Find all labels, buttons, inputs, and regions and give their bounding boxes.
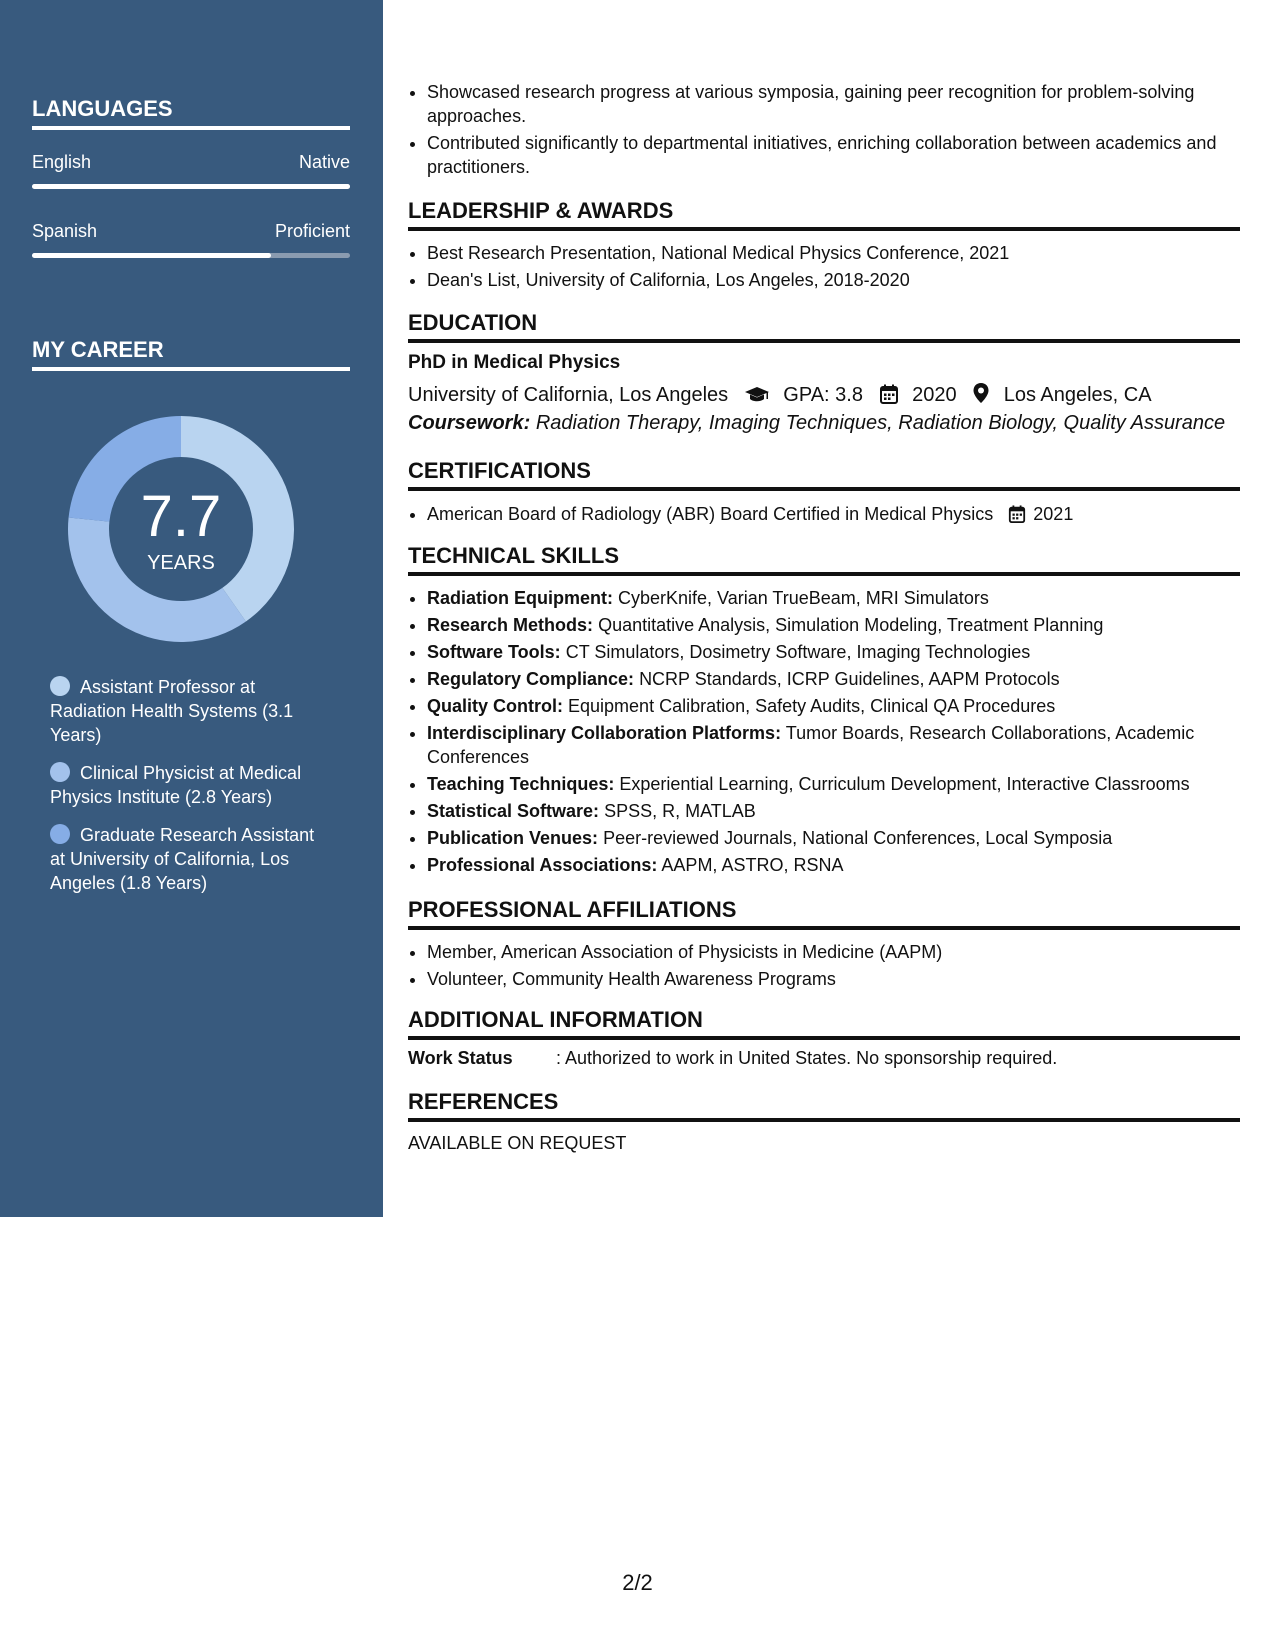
- legend-dot: [50, 676, 70, 696]
- skill-value: SPSS, R, MATLAB: [604, 801, 756, 821]
- skill-label: Quality Control:: [427, 696, 563, 716]
- skill-label: Teaching Techniques:: [427, 774, 615, 794]
- skill-item: [427, 799, 1240, 823]
- legend-dot: [50, 824, 70, 844]
- affiliations-heading: PROFESSIONAL AFFILIATIONS: [408, 897, 1240, 930]
- school-location: Los Angeles, CA: [1003, 384, 1152, 406]
- career-item: [50, 761, 320, 809]
- skill-label: Software Tools:: [427, 642, 561, 662]
- career-years-unit: YEARS: [147, 552, 215, 574]
- references-text: AVAILABLE ON REQUEST: [408, 1133, 627, 1153]
- skill-value: Tumor Boards, Research Collaborations, Academic Conferences: [427, 723, 1195, 767]
- language-level: Native: [298, 152, 350, 172]
- career-heading: MY CAREER: [32, 337, 350, 371]
- language-proficiency-bar: [32, 184, 350, 189]
- work-status-label: Work Status: [408, 1048, 513, 1068]
- language-name: Spanish: [32, 221, 98, 241]
- skill-label: Research Methods:: [427, 615, 594, 635]
- skill-value: Peer-reviewed Journals, National Conferences, Local Symposia: [603, 828, 1113, 848]
- work-status-value: : Authorized to work in United States. No sponsorship required.: [556, 1048, 1058, 1068]
- references-heading: REFERENCES: [408, 1089, 1240, 1122]
- skill-label: Professional Associations:: [427, 855, 658, 875]
- legend-dot: [50, 762, 70, 782]
- skills-heading: TECHNICAL SKILLS: [408, 543, 1240, 576]
- skill-item: [427, 853, 1240, 877]
- language-level: Proficient: [274, 221, 350, 241]
- list-item: • Dean's List, University of California, Los Angeles, 2018-2020: [427, 268, 1240, 292]
- sidebar: [0, 0, 383, 1217]
- location-pin-icon: [972, 382, 990, 404]
- list-item: • Member, American Association of Physicists in Medicine (AAPM): [427, 940, 1240, 964]
- certification-name: American Board of Radiology (ABR) Board Certified in Medical Physics: [427, 504, 994, 524]
- skill-label: Interdisciplinary Collaboration Platforms:: [427, 723, 782, 743]
- gpa: GPA: 3.8: [783, 384, 863, 406]
- calendar-icon: [879, 384, 899, 404]
- education-heading: EDUCATION: [408, 310, 1240, 343]
- career-item: [50, 675, 320, 747]
- skill-value: AAPM, ASTRO, RSNA: [661, 855, 844, 875]
- proficiency-fill: [32, 184, 350, 189]
- school-name: University of California, Los Angeles: [408, 384, 729, 406]
- skill-item: [427, 694, 1240, 718]
- career-item-label: Graduate Research Assistant at University of California, Los Angeles (1.8 Years): [50, 825, 315, 893]
- graduation-cap-icon: [744, 384, 770, 404]
- career-item-label: Assistant Professor at Radiation Health Systems (3.1 Years): [50, 677, 294, 745]
- list-item: [427, 502, 1240, 526]
- languages-heading: LANGUAGES: [32, 96, 350, 130]
- skill-value: CyberKnife, Varian TrueBeam, MRI Simulators: [618, 588, 989, 608]
- graduation-year: 2020: [912, 384, 957, 406]
- list-item: • Contributed significantly to departmental initiatives, enriching collaboration between academics and practitioners.: [427, 131, 1240, 179]
- career-item: [50, 823, 320, 895]
- career-item-label: Clinical Physicist at Medical Physics Institute (2.8 Years): [50, 763, 302, 807]
- skill-item: [427, 721, 1240, 769]
- certifications-list: [408, 502, 1240, 529]
- career-donut-chart: [66, 414, 296, 644]
- career-total-years: 7.7: [140, 484, 222, 549]
- skill-item: [427, 667, 1240, 691]
- skill-label: Radiation Equipment:: [427, 588, 613, 608]
- list-item: • Showcased research progress at various symposia, gaining peer recognition for problem-solving approaches.: [427, 80, 1240, 128]
- skill-label: Statistical Software:: [427, 801, 600, 821]
- skill-value: Experiential Learning, Curriculum Development, Interactive Classrooms: [619, 774, 1190, 794]
- skill-value: Quantitative Analysis, Simulation Modeling, Treatment Planning: [598, 615, 1104, 635]
- skill-label: Publication Venues:: [427, 828, 599, 848]
- calendar-icon: [1008, 505, 1026, 523]
- coursework-label: Coursework:: [408, 412, 531, 434]
- skill-label: Regulatory Compliance:: [427, 669, 635, 689]
- proficiency-fill: [32, 253, 271, 258]
- language-proficiency-bar: [32, 253, 350, 258]
- degree-title: PhD in Medical Physics: [408, 352, 621, 373]
- language-name: English: [32, 152, 92, 172]
- skill-value: CT Simulators, Dosimetry Software, Imaging Technologies: [565, 642, 1031, 662]
- skill-item: [427, 640, 1240, 664]
- skill-item: [427, 613, 1240, 637]
- coursework-line: [408, 412, 1225, 435]
- experience-bullets: [408, 80, 1240, 182]
- affiliations-list: [408, 940, 1240, 994]
- leadership-list: [408, 241, 1240, 295]
- skill-value: Equipment Calibration, Safety Audits, Clinical QA Procedures: [568, 696, 1056, 716]
- coursework-text: Radiation Therapy, Imaging Techniques, Radiation Biology, Quality Assurance: [535, 412, 1226, 434]
- additional-heading: ADDITIONAL INFORMATION: [408, 1007, 1240, 1040]
- skills-list: [408, 586, 1240, 880]
- certification-year: 2021: [1033, 504, 1074, 524]
- list-item: • Volunteer, Community Health Awareness Programs: [427, 967, 1240, 991]
- work-status-row: [408, 1048, 1057, 1069]
- skill-item: [427, 772, 1240, 796]
- skill-value: NCRP Standards, ICRP Guidelines, AAPM Protocols: [639, 669, 1060, 689]
- list-item: • Best Research Presentation, National Medical Physics Conference, 2021: [427, 241, 1240, 265]
- page-number: 2/2: [622, 1570, 653, 1595]
- skill-item: [427, 586, 1240, 610]
- certifications-heading: CERTIFICATIONS: [408, 458, 1240, 491]
- education-details: [408, 382, 1152, 407]
- skill-item: [427, 826, 1240, 850]
- leadership-heading: LEADERSHIP & AWARDS: [408, 198, 1240, 231]
